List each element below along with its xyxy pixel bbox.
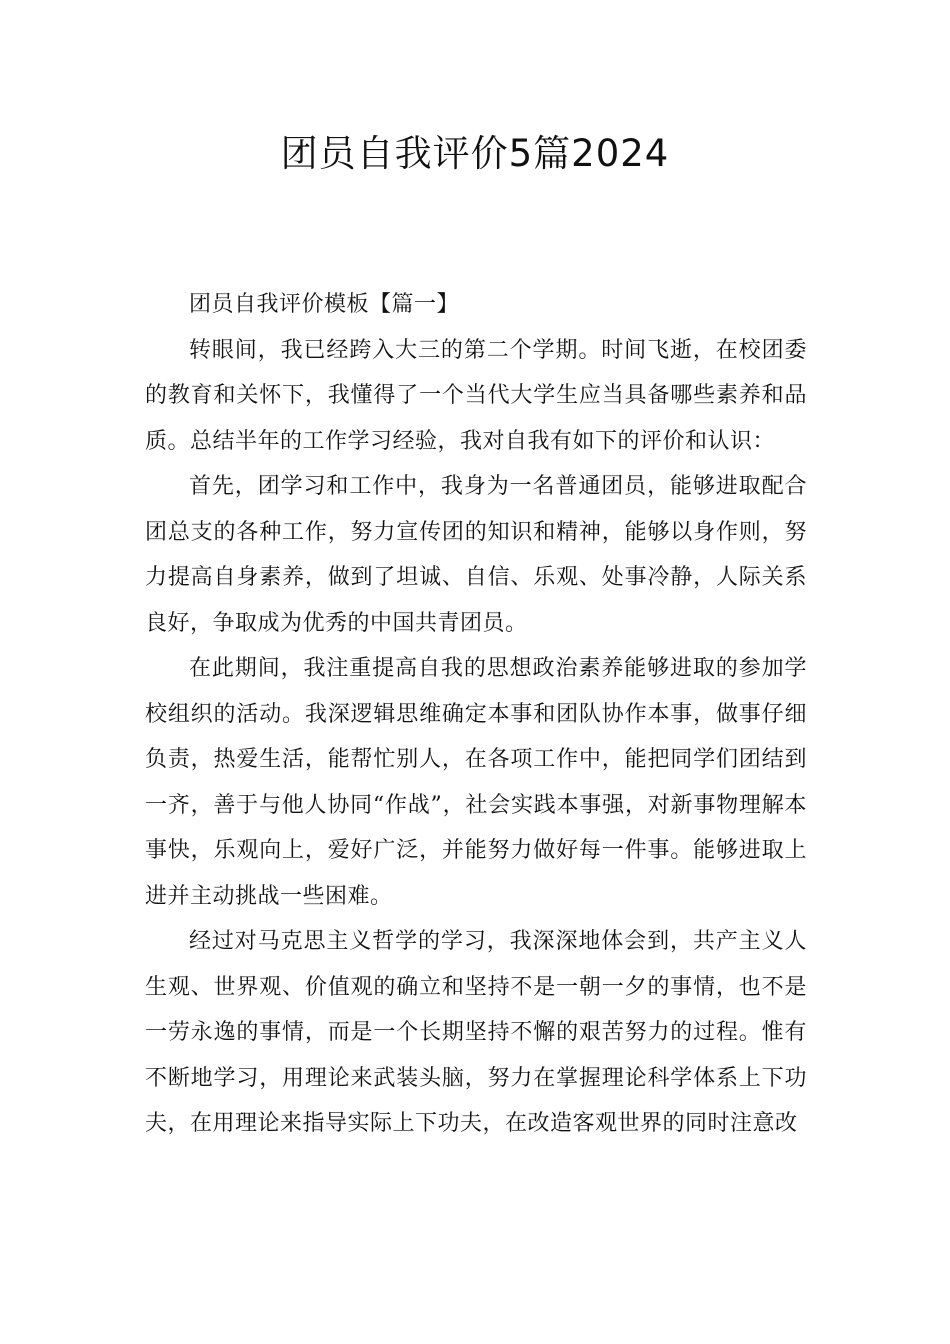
paragraph-1: 转眼间，我已经跨入大三的第二个学期。时间飞逝，在校团委的教育和关怀下，我懂得了一个当代大学生应当具备哪些素养和品质。总结半年的工作学习经验，我对自我有如下的评价和认识： <box>145 337 807 454</box>
paragraph-3: 在此期间，我注重提高自我的思想政治素养能够进取的参加学校组织的活动。我深逻辑思维确定本事和团队协作本事，做事仔细负责，热爱生活，能帮忙别人，在各项工作中，能把同学们团结到一齐，善于与他人协同“作战”，社会实践本事强，对新事物理解本事快，乐观向上，爱好广泛，并能努力做好每一件事。能够进取上进并主动挑战一些困难。 <box>145 656 807 909</box>
document-body <box>145 282 807 1147</box>
paragraph-2: 首先，团学习和工作中，我身为一名普通团员，能够进取配合团总支的各种工作，努力宣传团的知识和精神，能够以身作则，努力提高自身素养，做到了坦诚、自信、乐观、处事冷静，人际关系良好，争取成为优秀的中国共青团员。 <box>145 474 807 636</box>
document-title: 团员自我评价5篇2024 <box>280 132 670 175</box>
paragraph-4: 经过对马克思主义哲学的学习，我深深地体会到，共产主义人生观、世界观、价值观的确立和坚持不是一朝一夕的事情，也不是一劳永逸的事情，而是一个长期坚持不懈的艰苦努力的过程。惟有不断地学习，用理论来武装头脑，努力在掌握理论科学体系上下功夫，在用理论来指导实际上下功夫，在改造客观世界的同时注意改 <box>145 929 807 1136</box>
section-heading: 团员自我评价模板【篇一】 <box>189 292 460 317</box>
